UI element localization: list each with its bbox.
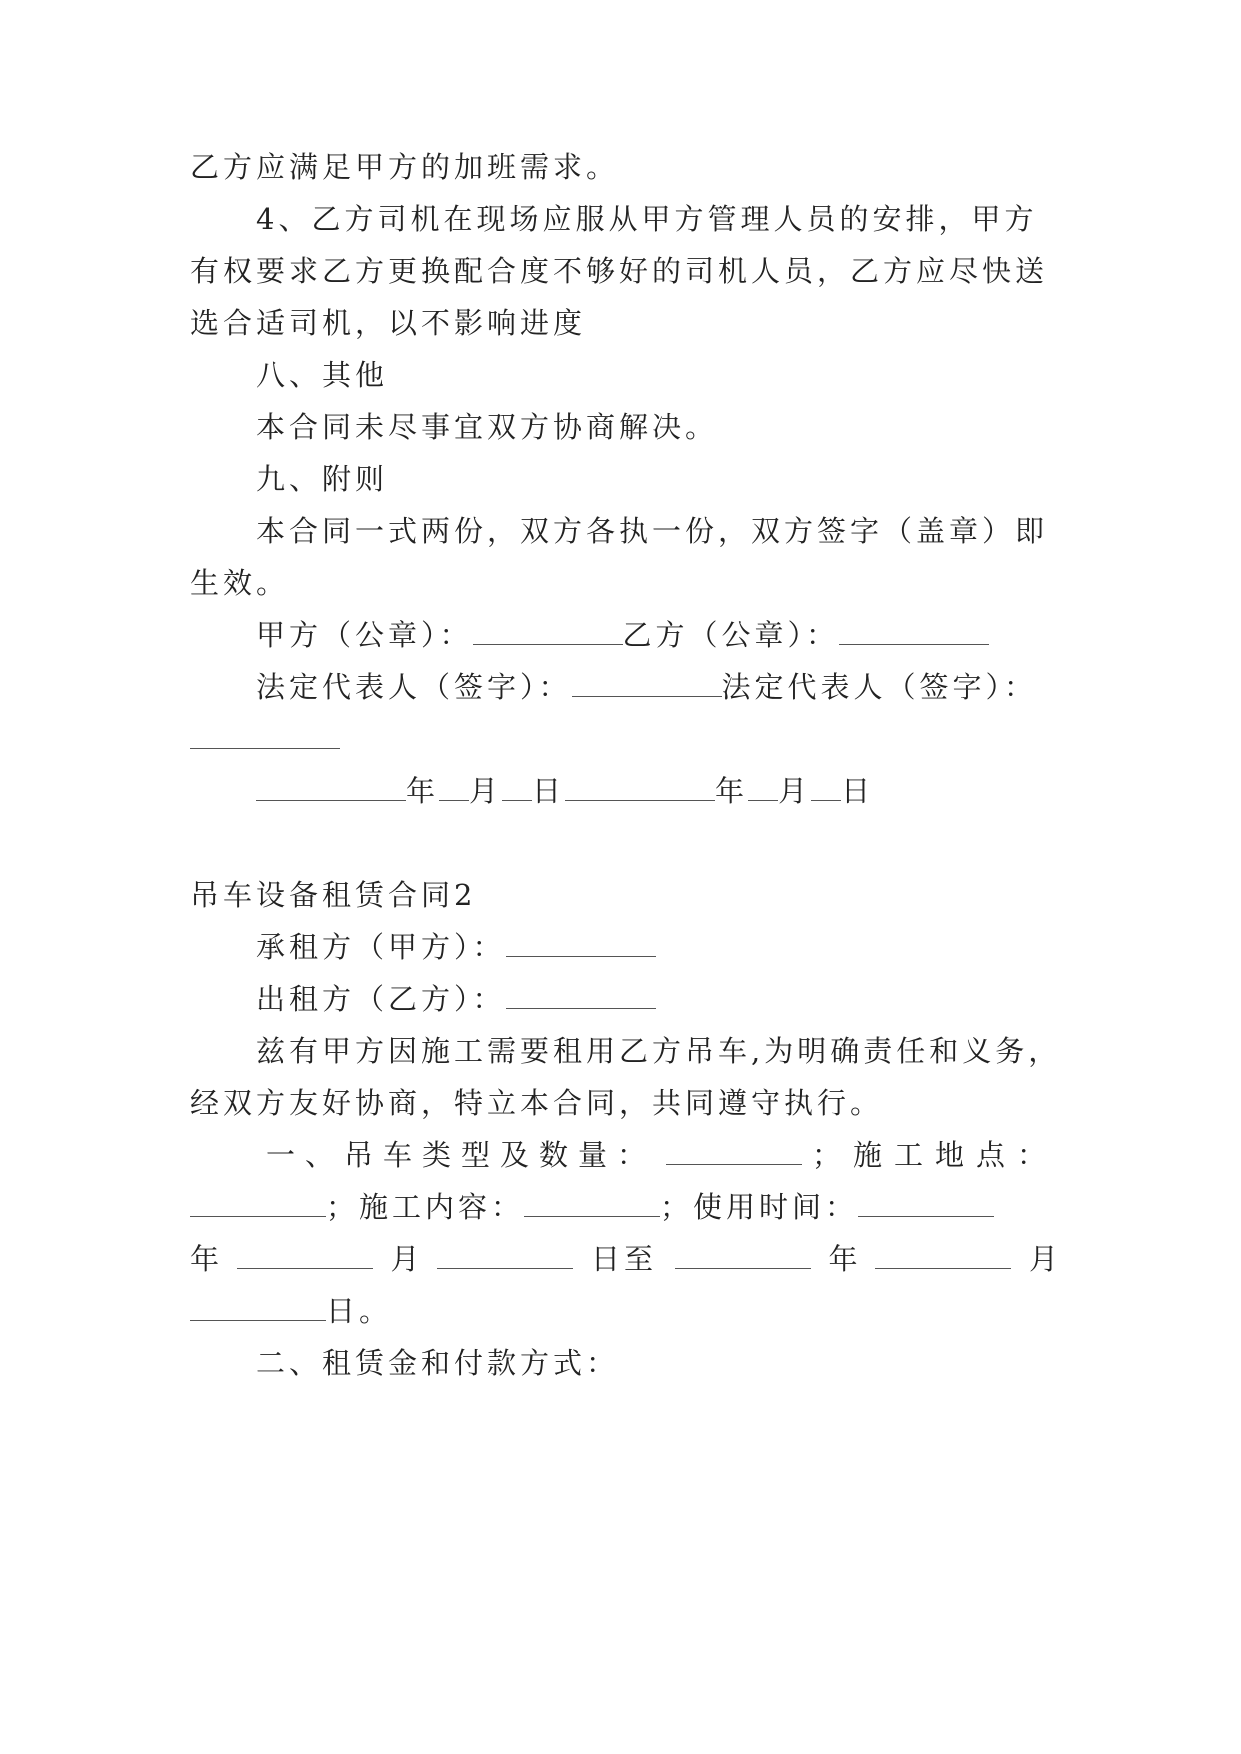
party-a-seal-blank[interactable] [473,618,623,645]
day-label: 日 [841,774,875,808]
date-b-month-blank[interactable] [748,774,778,801]
lessee-blank[interactable] [506,930,656,957]
work-content-blank[interactable] [524,1190,660,1217]
start-day-blank[interactable] [437,1242,573,1269]
crane-type-blank[interactable] [666,1138,802,1165]
lessee-line [256,927,1058,967]
date-a-day-blank[interactable] [502,774,532,801]
party-seal-line [256,615,1058,655]
lessee-label: 承租方（甲方）： [256,930,506,964]
month-label: 月 [1028,1242,1058,1276]
end-month-blank[interactable] [875,1242,1011,1269]
date-b-year-blank[interactable] [565,774,715,801]
date-line [256,771,1058,811]
year-label: 年 [715,774,749,808]
clause-4-text: 4、乙方司机在现场应服从甲方管理人员的安排，甲方 [256,202,1038,236]
site-blank[interactable] [190,1190,326,1217]
end-day-blank[interactable] [190,1294,326,1321]
lessor-blank[interactable] [506,982,656,1009]
end-year-blank[interactable] [675,1242,811,1269]
day-label: 日 [532,774,566,808]
date-a-year-blank[interactable] [256,774,406,801]
legal-rep-a-label: 法定代表人（签字）： [256,670,572,704]
usage-period-line [190,1239,1058,1279]
year-label: 年 [828,1242,858,1276]
party-b-seal-label: 乙方（公章）： [622,618,840,652]
end-day-line [190,1291,1058,1331]
usage-time-label: ；使用时间： [660,1190,859,1224]
body-text-line: 选合适司机，以不影响进度 [190,306,587,340]
date-a-month-blank[interactable] [439,774,469,801]
section-heading-other: 八、其他 [256,358,389,392]
legal-rep-a-blank[interactable] [572,670,722,697]
body-text-line: 经双方友好协商，特立本合同，共同遵守执行。 [190,1086,884,1120]
body-text-line: 本合同一式两份，双方各执一份，双方签字（盖章）即 [256,514,1049,548]
month-label: 月 [778,774,812,808]
day-to-label: 日至 [590,1242,657,1276]
legal-rep-b-line [190,719,1058,759]
section-heading-appendix: 九、附则 [256,462,389,496]
crane-type-line [266,1135,1058,1175]
section-heading-payment: 二、租赁金和付款方式： [256,1346,620,1380]
body-text-line: 有权要求乙方更换配合度不够好的司机人员，乙方应尽快送 [190,254,1049,288]
work-content-label: ；施工内容： [326,1190,525,1224]
legal-rep-b-blank[interactable] [190,722,340,749]
start-year-blank[interactable] [858,1190,994,1217]
body-text-line: 乙方应满足甲方的加班需求。 [190,150,620,184]
party-b-seal-blank[interactable] [839,618,989,645]
body-text-line: 本合同未尽事宜双方协商解决。 [256,410,719,444]
month-label: 月 [390,1242,420,1276]
start-month-blank[interactable] [237,1242,373,1269]
lessor-line [256,979,1058,1019]
preamble-text: 兹有甲方因施工需要租用乙方吊车,为明确责任和义务， [256,1034,1062,1068]
legal-rep-b-label: 法定代表人（签字）： [721,670,1038,704]
site-label: ；施工地点： [811,1138,1058,1172]
body-text-line: 生效。 [190,566,290,600]
legal-rep-line [256,667,1058,707]
month-label: 月 [469,774,503,808]
document-title: 吊车设备租赁合同2 [190,878,477,912]
year-label: 年 [406,774,440,808]
work-content-line [190,1187,1058,1227]
date-b-day-blank[interactable] [811,774,841,801]
party-a-seal-label: 甲方（公章）： [256,618,473,652]
crane-type-label: 一、吊车类型及数量： [266,1138,657,1172]
end-day-label: 日。 [326,1294,393,1328]
lessor-label: 出租方（乙方）： [256,982,506,1016]
year-label: 年 [190,1242,220,1276]
